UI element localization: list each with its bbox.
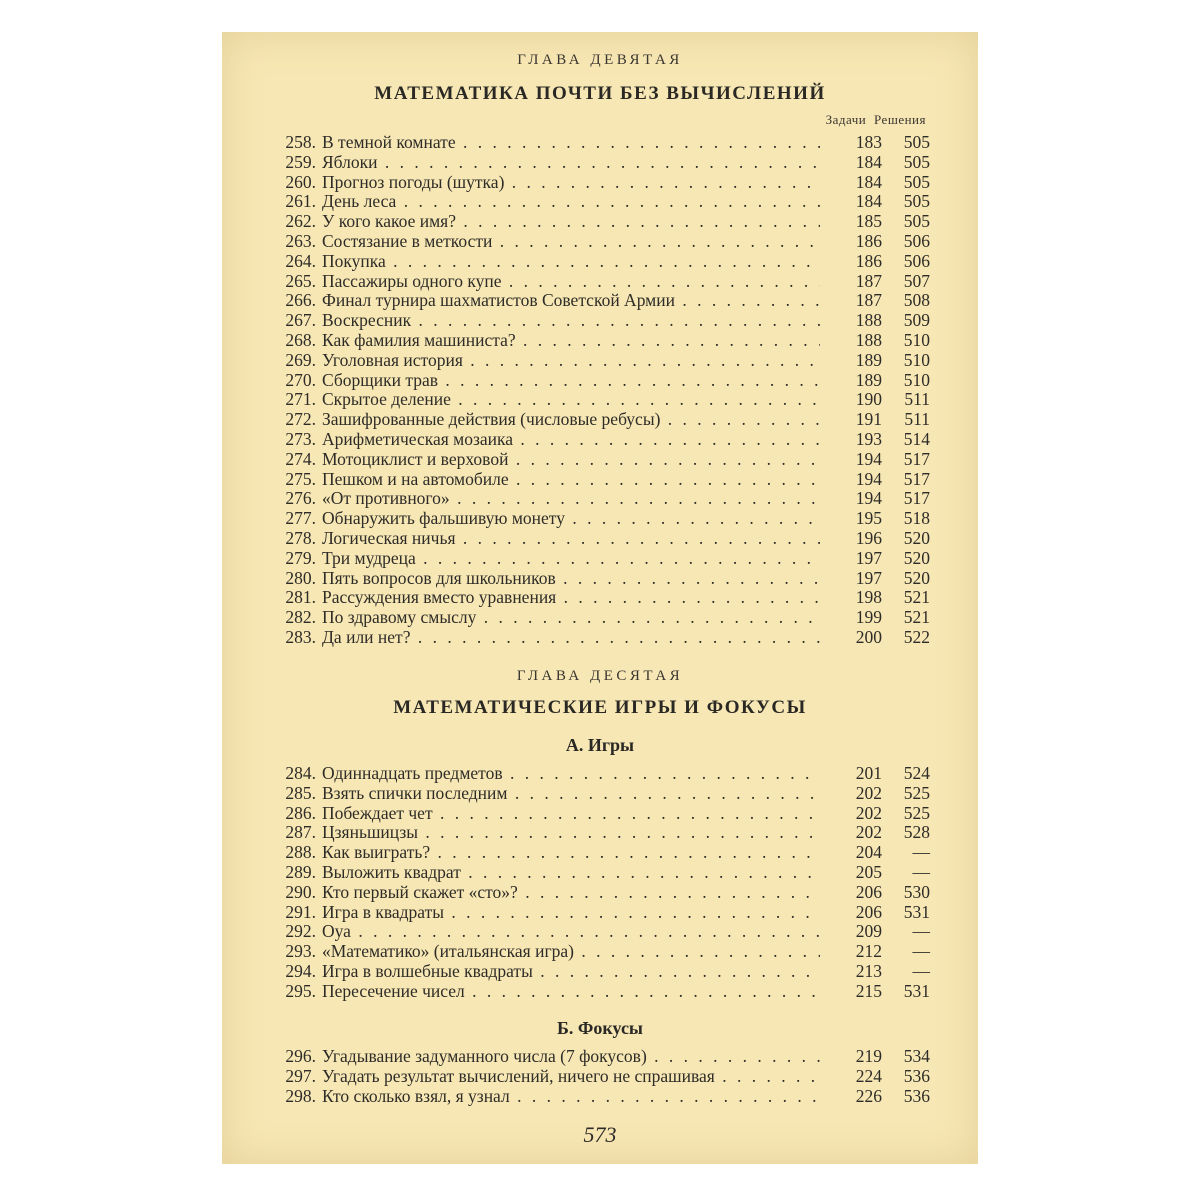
entry-solution-page: 528 (903, 822, 930, 843)
entry-task-page: 191 (855, 409, 882, 430)
entry-task-page: 204 (855, 842, 882, 863)
entry-task-page: 187 (855, 270, 882, 291)
entry-title: Сборщики трав . . . (322, 370, 820, 390)
toc-entry (272, 271, 930, 291)
toc-entry (272, 429, 930, 449)
entry-solution-page: 509 (903, 310, 930, 331)
entry-title: Как выиграть? . . . (322, 842, 820, 862)
entry-title: Угадать результат вычислений, ничего не спрашивая . . . (322, 1066, 820, 1086)
entry-title: Пешком и на автомобиле . . . (322, 469, 820, 489)
entry-task-page: 213 (855, 961, 882, 981)
entry-title: Одиннадцать предметов . . . (322, 763, 820, 783)
entry-number: 270. (285, 369, 316, 390)
entry-number: 293. (285, 941, 316, 962)
entry-solution-page: 510 (903, 369, 930, 390)
entry-task-page: 209 (855, 921, 882, 942)
entry-solution-page: 520 (903, 528, 930, 548)
entry-solution-page: 524 (903, 763, 930, 783)
toc-entry (272, 862, 930, 882)
entry-title: Финал турнира шахматистов Советской Армии . . . (322, 290, 820, 310)
toc-entry (272, 548, 930, 568)
toc-entry (272, 350, 930, 370)
entry-task-page: 206 (855, 901, 882, 922)
entry-title: По здравому смыслу . . . (322, 607, 820, 627)
entry-number: 279. (285, 547, 316, 568)
toc-entry (272, 389, 930, 409)
entry-task-page: 184 (855, 191, 882, 212)
column-headers (822, 112, 926, 128)
entry-number: 278. (285, 528, 316, 548)
entry-task-page: 226 (855, 1085, 882, 1106)
entry-solution-page: 521 (903, 587, 930, 608)
toc-entry (272, 803, 930, 823)
toc-entry (272, 172, 930, 192)
entry-number: 296. (285, 1046, 316, 1066)
toc-entry (272, 607, 930, 627)
entry-number: 297. (285, 1065, 316, 1086)
entry-solution-page: 505 (903, 171, 930, 192)
entry-solution-page: 518 (903, 508, 930, 529)
entry-solution-page: 521 (903, 607, 930, 628)
entry-task-page: 194 (855, 468, 882, 489)
toc-entry (272, 763, 930, 783)
toc-entry (272, 508, 930, 528)
entry-title: Пять вопросов для школьников . . . (322, 568, 820, 588)
entry-task-page: 189 (855, 349, 882, 370)
entry-title: День леса . . . (322, 191, 820, 211)
toc-entry (272, 152, 930, 172)
entry-title: Покупка . . . (322, 251, 820, 271)
entry-task-page: 224 (855, 1065, 882, 1086)
entry-number: 265. (285, 270, 316, 291)
entry-number: 280. (285, 567, 316, 588)
entry-number: 260. (285, 171, 316, 192)
entry-title: Воскресник . . . (322, 310, 820, 330)
entry-title: Побеждает чет . . . (322, 803, 820, 823)
toc-entry (272, 409, 930, 429)
entry-number: 261. (285, 191, 316, 212)
entry-title: «От противного» . . . (322, 488, 820, 508)
entry-task-page: 197 (855, 547, 882, 568)
entry-solution-page: 505 (903, 151, 930, 172)
entry-title: Обнаружить фальшивую монету . . . (322, 508, 820, 528)
entry-number: 298. (285, 1085, 316, 1106)
entry-task-page: 188 (855, 330, 882, 350)
entry-solution-page: 525 (903, 782, 930, 803)
entry-number: 292. (285, 921, 316, 942)
toc-entry (272, 370, 930, 390)
entry-number: 268. (285, 330, 316, 350)
entry-solution-page: — (912, 941, 930, 962)
entry-title: Логическая ничья . . . (322, 528, 820, 548)
entry-task-page: 194 (855, 488, 882, 509)
entry-task-page: 184 (855, 151, 882, 172)
entry-title: Рассуждения вместо уравнения . . . (322, 587, 820, 607)
toc-entry (272, 1046, 930, 1066)
entry-solution-page: 511 (904, 409, 930, 430)
entry-task-page: 193 (855, 429, 882, 449)
entry-solution-page: 506 (903, 231, 930, 251)
chapter-9-label: ГЛАВА ДЕВЯТАЯ (517, 52, 683, 68)
chapter-10-label: ГЛАВА ДЕСЯТАЯ (516, 668, 684, 684)
entry-solution-page: — (912, 842, 930, 863)
entry-number: 259. (285, 151, 316, 172)
entry-task-page: 200 (855, 627, 882, 647)
entry-title: Пассажиры одного купе . . . (322, 271, 820, 291)
toc-entry (272, 1066, 930, 1086)
entry-title: Выложить квадрат . . . (322, 862, 820, 882)
entry-title: Как фамилия машиниста? . . . (322, 330, 820, 350)
entry-number: 273. (285, 429, 316, 449)
chapter-9-title: МАТЕМАТИКА ПОЧТИ БЕЗ ВЫЧИСЛЕНИЙ (374, 83, 826, 104)
toc-entry (272, 330, 930, 350)
toc-entry (272, 902, 930, 922)
entry-solution-page: 510 (903, 330, 930, 350)
entry-task-page: 188 (855, 310, 882, 331)
entry-number: 269. (285, 349, 316, 370)
entry-number: 272. (285, 409, 316, 430)
entry-task-page: 190 (855, 389, 882, 410)
entry-task-page: 186 (855, 231, 882, 251)
toc-entry (272, 211, 930, 231)
entry-solution-page: 511 (904, 389, 930, 410)
entry-solution-page: 520 (903, 547, 930, 568)
entry-solution-page: — (912, 961, 930, 981)
entry-title: Зашифрованные действия (числовые ребусы) . . . (322, 409, 820, 429)
toc-entry (272, 882, 930, 902)
entry-number: 294. (285, 961, 316, 981)
column-header-solutions: Решения (873, 112, 926, 127)
entry-number: 263. (285, 231, 316, 251)
toc-entry (272, 822, 930, 842)
entry-task-page: 195 (855, 508, 882, 529)
entry-title: Кто сколько взял, я узнал . . . (322, 1086, 820, 1106)
entry-solution-page: 506 (903, 250, 930, 271)
toc-entry (272, 231, 930, 251)
entry-number: 295. (285, 980, 316, 1001)
toc-entry (272, 627, 930, 647)
entry-title: Уголовная история . . . (322, 350, 820, 370)
entry-number: 264. (285, 250, 316, 271)
toc-entry (272, 488, 930, 508)
entry-number: 281. (285, 587, 316, 608)
entry-solution-page: 507 (903, 270, 930, 291)
entry-solution-page: 508 (903, 290, 930, 311)
entry-title: Пересечение чисел . . . (322, 981, 820, 1001)
entry-task-page: 202 (855, 802, 882, 823)
entry-task-page: 194 (855, 448, 882, 469)
toc-entry (272, 568, 930, 588)
entry-solution-page: — (912, 862, 930, 882)
entry-title: Угадывание задуманного числа (7 фокусов) . . . (322, 1046, 820, 1066)
entry-number: 258. (285, 132, 316, 152)
entry-solution-page: — (912, 921, 930, 942)
entry-solution-page: 517 (903, 448, 930, 469)
toc-entry (272, 449, 930, 469)
entry-solution-page: 514 (903, 429, 930, 449)
entry-number: 288. (285, 842, 316, 863)
entry-task-page: 215 (855, 980, 882, 1001)
entry-task-page: 202 (855, 822, 882, 843)
book-page (222, 32, 978, 1164)
entry-solution-page: 520 (903, 567, 930, 588)
entry-number: 284. (285, 763, 316, 783)
entry-title: Взять спички последним . . . (322, 783, 820, 803)
entry-title: Состязание в меткости . . . (322, 231, 820, 251)
entry-solution-page: 517 (903, 488, 930, 509)
entry-title: У кого какое имя? . . . (322, 211, 820, 231)
entry-title: В темной комнате . . . (322, 132, 820, 152)
entry-number: 282. (285, 607, 316, 628)
entry-task-page: 187 (855, 290, 882, 311)
toc-entry (272, 921, 930, 941)
entry-title: Игра в волшебные квадраты . . . (322, 961, 820, 981)
toc-entry (272, 310, 930, 330)
entry-number: 267. (285, 310, 316, 331)
entry-solution-page: 534 (903, 1046, 930, 1066)
entry-number: 277. (285, 508, 316, 529)
toc-entry (272, 528, 930, 548)
entry-solution-page: 525 (903, 802, 930, 823)
toc-entry (272, 132, 930, 152)
toc-entry (272, 961, 930, 981)
column-header-tasks: Задачи (825, 112, 867, 127)
entry-solution-page: 536 (903, 1065, 930, 1086)
entry-task-page: 205 (855, 862, 882, 882)
entry-number: 275. (285, 468, 316, 489)
entry-solution-page: 522 (903, 627, 930, 647)
toc-entry (272, 251, 930, 271)
toc-entry (272, 469, 930, 489)
toc-entry (272, 1086, 930, 1106)
toc-entry (272, 783, 930, 803)
entry-solution-page: 531 (903, 901, 930, 922)
chapter-10-title: МАТЕМАТИЧЕСКИЕ ИГРЫ И ФОКУСЫ (393, 697, 807, 718)
entry-title: Яблоки . . . (322, 152, 820, 172)
entry-task-page: 199 (855, 607, 882, 628)
toc-entry (272, 290, 930, 310)
entry-task-page: 183 (855, 132, 882, 152)
entry-solution-page: 531 (903, 980, 930, 1001)
toc-entry (272, 941, 930, 961)
entry-task-page: 184 (855, 171, 882, 192)
entry-title: Игра в квадраты . . . (322, 902, 820, 922)
entry-solution-page: 510 (903, 349, 930, 370)
entry-solution-page: 536 (903, 1085, 930, 1106)
entry-title: Арифметическая мозаика . . . (322, 429, 820, 449)
toc-entry (272, 587, 930, 607)
entry-title: Три мудреца . . . (322, 548, 820, 568)
entry-solution-page: 505 (903, 211, 930, 232)
entry-title: Скрытое деление . . . (322, 389, 820, 409)
entry-number: 262. (285, 211, 316, 232)
entry-number: 271. (285, 389, 316, 410)
entry-solution-page: 530 (903, 881, 930, 902)
entry-title: Мотоциклист и верховой . . . (322, 449, 820, 469)
entry-task-page: 198 (855, 587, 882, 608)
entry-number: 276. (285, 488, 316, 509)
toc-entry (272, 191, 930, 211)
entry-title: Оуа . . . (322, 921, 820, 941)
toc-entry (272, 981, 930, 1001)
entry-task-page: 202 (855, 782, 882, 803)
entry-number: 289. (285, 862, 316, 882)
entry-solution-page: 517 (903, 468, 930, 489)
entry-number: 274. (285, 448, 316, 469)
entry-title: «Математико» (итальянская игра) . . . (322, 941, 820, 961)
entry-number: 283. (285, 627, 316, 647)
entry-number: 286. (285, 802, 316, 823)
entry-title: Да или нет? . . . (322, 627, 820, 647)
entry-task-page: 212 (855, 941, 882, 962)
entry-task-page: 197 (855, 567, 882, 588)
entry-number: 291. (285, 901, 316, 922)
section-tricks-title: Б. Фокусы (557, 1018, 643, 1038)
entry-number: 287. (285, 822, 316, 843)
entry-solution-page: 505 (903, 132, 930, 152)
entry-title: Прогноз погоды (шутка) . . . (322, 172, 820, 192)
toc-entry (272, 842, 930, 862)
entry-task-page: 201 (855, 763, 882, 783)
entry-task-page: 219 (855, 1046, 882, 1066)
entry-title: Кто первый скажет «сто»? . . . (322, 882, 820, 902)
entry-task-page: 196 (855, 528, 882, 548)
entry-task-page: 185 (855, 211, 882, 232)
entry-number: 290. (285, 881, 316, 902)
page-number: 573 (583, 1122, 617, 1147)
entry-number: 285. (285, 782, 316, 803)
entry-task-page: 186 (855, 250, 882, 271)
entry-solution-page: 505 (903, 191, 930, 212)
entry-title: Цзяньшицзы . . . (322, 822, 820, 842)
entry-task-page: 206 (855, 881, 882, 902)
entry-number: 266. (285, 290, 316, 311)
section-games-title: А. Игры (565, 735, 635, 755)
entry-task-page: 189 (855, 369, 882, 390)
